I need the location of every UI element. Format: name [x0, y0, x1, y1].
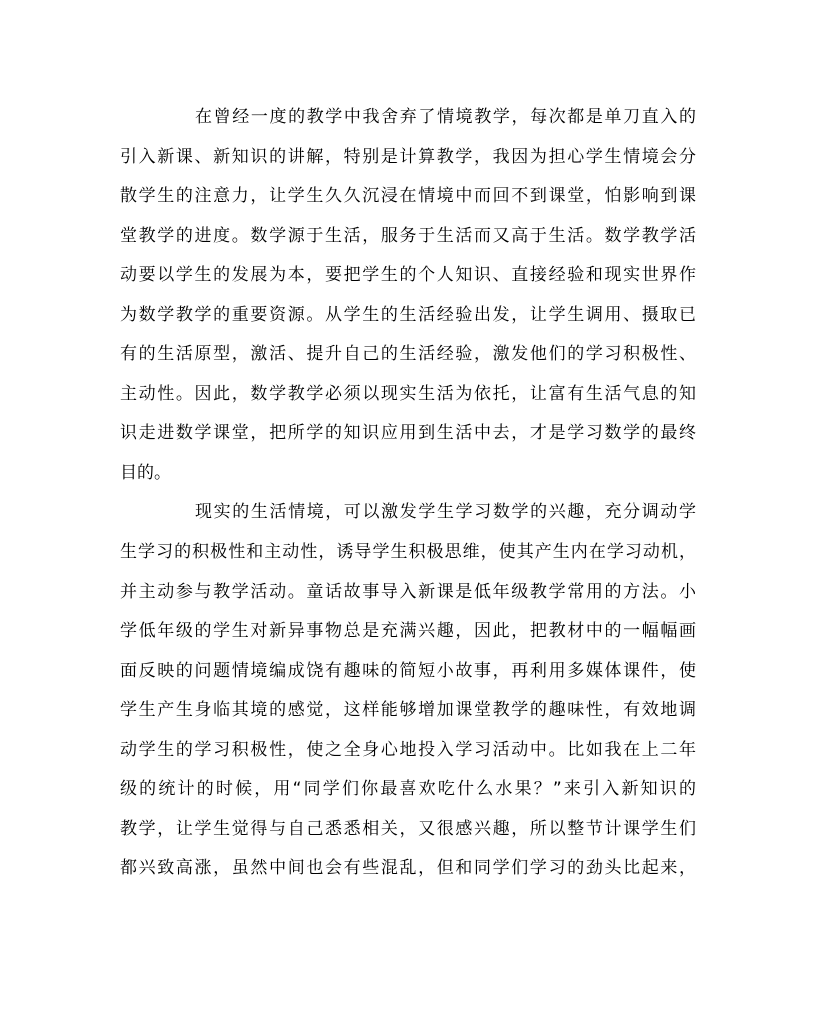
text-line: 有的生活原型，激活、提升自己的生活经验，激发他们的学习积极性、 — [120, 344, 696, 365]
text-line: 学生产生身临其境的感觉，这样能够增加课堂教学的趣味性，有效地调 — [120, 700, 696, 721]
text-line: 主动性。因此，数学教学必须以现实生活为依托，让富有生活气息的知 — [120, 383, 696, 404]
text-line: 目的。 — [120, 462, 171, 483]
text-line: 散学生的注意力，让学生久久沉浸在情境中而回不到课堂，怕影响到课 — [120, 186, 696, 207]
text-line: 都兴致高涨，虽然中间也会有些混乱，但和同学们学习的劲头比起来， — [120, 858, 696, 879]
text-line: 现实的生活情境，可以激发学生学习数学的兴趣，充分调动学 — [195, 502, 696, 523]
paragraph-2 — [120, 493, 696, 888]
text-line: 面反映的问题情境编成饶有趣味的简短小故事，再利用多媒体课件，使 — [120, 660, 696, 681]
text-line: 级的统计的时候，用“同学们你最喜欢吃什么水果？”来引入新知识的 — [120, 779, 696, 800]
text-line: 动学生的学习积极性，使之全身心地投入学习活动中。比如我在上二年 — [120, 739, 696, 760]
text-line: 为数学教学的重要资源。从学生的生活经验出发，让学生调用、摄取已 — [120, 304, 696, 325]
text-line: 动要以学生的发展为本，要把学生的个人知识、直接经验和现实世界作 — [120, 265, 696, 286]
text-line: 教学，让学生觉得与自己悉悉相关，又很感兴趣，所以整节计课学生们 — [120, 818, 696, 839]
text-line: 学低年级的学生对新异事物总是充满兴趣，因此，把教材中的一幅幅画 — [120, 621, 696, 642]
document-body — [120, 98, 696, 889]
text-line: 生学习的积极性和主动性，诱导学生积极思维，使其产生内在学习动机， — [120, 542, 696, 563]
text-line: 并主动参与教学活动。童话故事导入新课是低年级教学常用的方法。小 — [120, 581, 696, 602]
text-line: 识走进数学课堂，把所学的知识应用到生活中去，才是学习数学的最终 — [120, 423, 696, 444]
text-line: 堂教学的进度。数学源于生活，服务于生活而又高于生活。数学教学活 — [120, 225, 696, 246]
text-line: 在曾经一度的教学中我舍弃了情境教学，每次都是单刀直入的 — [195, 107, 696, 127]
paragraph-1 — [120, 98, 696, 493]
text-line: 引入新课、新知识的讲解，特别是计算教学，我因为担心学生情境会分 — [120, 146, 696, 167]
